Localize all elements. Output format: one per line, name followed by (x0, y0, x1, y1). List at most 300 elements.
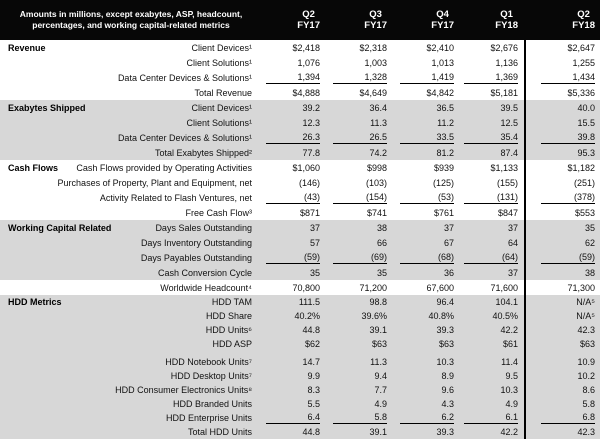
quarter-label: Q2 (302, 9, 315, 20)
row-label (0, 427, 258, 437)
cell-value: 9.9 (307, 371, 320, 381)
cell-value: 44.8 (302, 325, 320, 335)
cell-value: $2,318 (359, 42, 387, 53)
cell-value: $871 (299, 207, 320, 218)
value-cell (326, 100, 393, 115)
table-row (0, 411, 600, 425)
cell-value: 6.1 (464, 412, 518, 424)
row-label-text: Days Inventory Outstanding (140, 237, 252, 248)
cell-value: 77.8 (302, 147, 320, 158)
cell-value: 39.1 (369, 325, 387, 335)
cell-value: (43) (266, 192, 320, 204)
cell-value: 40.5% (492, 311, 518, 321)
cell-value: 9.6 (441, 385, 454, 395)
value-cell (258, 220, 326, 235)
cell-value: 1,394 (266, 72, 320, 84)
row-label-text: Data Center Devices & Solutions¹ (117, 132, 252, 143)
value-cell (524, 40, 600, 55)
cell-value: 38 (584, 267, 595, 278)
cell-value: 1,328 (333, 72, 387, 84)
table-row (0, 425, 600, 439)
cell-value: 1,013 (431, 57, 454, 68)
value-cell (258, 295, 326, 309)
value-cell (258, 205, 326, 220)
cell-value: 35.4 (464, 132, 518, 144)
value-cell (326, 295, 393, 309)
cell-value: 1,369 (464, 72, 518, 84)
row-label (0, 88, 258, 98)
table-row (0, 337, 600, 351)
value-cell (460, 115, 524, 130)
value-cell (393, 295, 460, 309)
value-cell (258, 160, 326, 175)
value-cell (326, 397, 393, 411)
row-label-text: Client Solutions¹ (186, 117, 252, 128)
value-cell (326, 309, 393, 323)
value-cell (393, 265, 460, 280)
cell-value: 40.8% (428, 311, 454, 321)
cell-value: 71,600 (490, 282, 518, 293)
value-cell (326, 355, 393, 369)
value-cell (393, 160, 460, 175)
value-cell (326, 175, 393, 190)
value-cell (524, 70, 600, 85)
cell-value: 104.1 (495, 297, 518, 307)
value-cell (393, 280, 460, 295)
cell-value: 11.4 (501, 357, 518, 367)
value-cell (460, 369, 524, 383)
cell-value: $2,418 (292, 42, 320, 53)
value-cell (393, 70, 460, 85)
cell-value: 11.2 (437, 117, 454, 128)
cell-value: 5.8 (582, 399, 595, 409)
value-cell (460, 70, 524, 85)
cell-value: (155) (496, 177, 518, 188)
cell-value: 36.5 (436, 102, 454, 113)
cell-value: 8.3 (307, 385, 320, 395)
cell-value: N/A⁵ (576, 311, 595, 321)
row-label-text: Client Solutions¹ (186, 57, 252, 68)
row-label-text: HDD TAM (211, 297, 252, 307)
cell-value: N/A⁵ (576, 297, 595, 307)
value-cell (460, 383, 524, 397)
cell-value: $63 (438, 339, 454, 349)
value-cell (393, 235, 460, 250)
quarter-label: Q2 (577, 9, 590, 20)
value-cell (460, 280, 524, 295)
cell-value: $4,649 (359, 87, 387, 98)
table-row (0, 250, 600, 265)
table-row (0, 205, 600, 220)
table-row (0, 235, 600, 250)
value-cell (460, 40, 524, 55)
cell-value: $939 (433, 162, 454, 173)
section-cash-flows (0, 160, 600, 220)
cell-value: (378) (541, 192, 595, 204)
value-cell (524, 425, 600, 439)
row-label-text: Total HDD Units (187, 427, 252, 437)
cell-value: 9.5 (505, 371, 518, 381)
table-row (0, 40, 600, 55)
value-cell (460, 355, 524, 369)
value-cell (460, 411, 524, 425)
row-label-text: Cash Conversion Cycle (157, 267, 252, 278)
row-label-text: Days Sales Outstanding (155, 222, 252, 233)
table-row (0, 70, 600, 85)
cell-value: (64) (464, 252, 518, 264)
cell-value: 42.2 (500, 325, 518, 335)
value-cell (393, 115, 460, 130)
value-cell (326, 130, 393, 145)
value-cell (524, 190, 600, 205)
section-label: Cash Flows (8, 162, 59, 173)
cell-value: $4,842 (426, 87, 454, 98)
value-cell (258, 309, 326, 323)
row-label (0, 208, 258, 218)
value-cell (393, 309, 460, 323)
cell-value: 64 (507, 237, 518, 248)
cell-value: $847 (497, 207, 518, 218)
value-cell (326, 40, 393, 55)
table-row (0, 369, 600, 383)
value-cell (524, 295, 600, 309)
cell-value: 1,255 (572, 57, 595, 68)
row-label (0, 133, 258, 143)
cell-value: $998 (366, 162, 387, 173)
value-cell (326, 411, 393, 425)
cell-value: 39.2 (302, 102, 320, 113)
cell-value: (131) (464, 192, 518, 204)
cell-value: 35 (376, 267, 387, 278)
value-cell (326, 383, 393, 397)
value-cell (326, 323, 393, 337)
value-cell (258, 250, 326, 265)
value-cell (393, 369, 460, 383)
cell-value: 6.4 (266, 412, 320, 424)
value-cell (258, 175, 326, 190)
cell-value: 71,300 (567, 282, 595, 293)
row-label (0, 339, 258, 349)
cell-value: $1,060 (292, 162, 320, 173)
cell-value: (251) (573, 177, 595, 188)
cell-value: 87.4 (500, 147, 518, 158)
value-cell (258, 323, 326, 337)
value-cell (393, 220, 460, 235)
value-cell (460, 130, 524, 145)
cell-value: 12.3 (302, 117, 320, 128)
table-title-line1: Amounts in millions, except exabytes, ASP, headcount, (19, 9, 243, 19)
value-cell (524, 55, 600, 70)
value-cell (258, 383, 326, 397)
value-cell (326, 250, 393, 265)
quarter-label: Q3 (369, 9, 382, 20)
value-cell (393, 337, 460, 351)
value-cell (460, 309, 524, 323)
table-row (0, 265, 600, 280)
value-cell (326, 160, 393, 175)
cell-value: (59) (541, 252, 595, 264)
value-cell (524, 250, 600, 265)
cell-value: $1,133 (490, 162, 518, 173)
cell-value: 26.5 (333, 132, 387, 144)
row-label (0, 385, 258, 395)
cell-value: 12.5 (500, 117, 518, 128)
row-label (0, 238, 258, 248)
column-header-q4-fy17 (393, 0, 460, 40)
section-label: HDD Metrics (8, 297, 62, 307)
cell-value: 6.2 (400, 412, 454, 424)
cell-value: 37 (507, 222, 518, 233)
cell-value: 7.7 (374, 385, 387, 395)
table-title-line2: percentages, and working capital-related metrics (32, 20, 230, 30)
cell-value: $2,647 (567, 42, 595, 53)
cell-value: $62 (304, 339, 320, 349)
value-cell (393, 323, 460, 337)
value-cell (258, 190, 326, 205)
section-hdd-metrics (0, 295, 600, 439)
value-cell (460, 295, 524, 309)
value-cell (524, 220, 600, 235)
value-cell (393, 250, 460, 265)
cell-value: 96.4 (436, 297, 454, 307)
value-cell (258, 85, 326, 100)
cell-value: 40.0 (577, 102, 595, 113)
section-exabytes-shipped (0, 100, 600, 160)
cell-value: (146) (298, 177, 320, 188)
row-label (0, 223, 258, 233)
value-cell (524, 235, 600, 250)
row-label (0, 311, 258, 321)
row-label-text: Total Revenue (194, 87, 252, 98)
cell-value: $5,181 (490, 87, 518, 98)
value-cell (460, 235, 524, 250)
fiscal-year-label: FY17 (364, 20, 387, 31)
table-row (0, 55, 600, 70)
row-label-text: HDD ASP (212, 339, 252, 349)
cell-value: 57 (309, 237, 320, 248)
cell-value: $61 (502, 339, 518, 349)
value-cell (326, 145, 393, 160)
cell-value: 14.7 (302, 357, 320, 367)
value-cell (258, 355, 326, 369)
fiscal-year-label: FY17 (431, 20, 454, 31)
value-cell (393, 85, 460, 100)
row-label (0, 118, 258, 128)
cell-value: $2,676 (490, 42, 518, 53)
section-revenue (0, 40, 600, 100)
cell-value: 15.5 (577, 117, 595, 128)
value-cell (393, 40, 460, 55)
row-label-text: HDD Desktop Units⁷ (170, 371, 252, 381)
cell-value: 74.2 (369, 147, 387, 158)
section-label: Exabytes Shipped (8, 102, 86, 113)
quarter-label: Q1 (500, 9, 513, 20)
cell-value: 8.9 (441, 371, 454, 381)
row-label-text: Days Payables Outstanding (140, 252, 252, 263)
value-cell (393, 145, 460, 160)
table-row (0, 383, 600, 397)
value-cell (258, 70, 326, 85)
section-label: Revenue (8, 42, 46, 53)
table-row (0, 130, 600, 145)
cell-value: 37 (309, 222, 320, 233)
cell-value: 9.4 (374, 371, 387, 381)
cell-value: 5.5 (307, 399, 320, 409)
value-cell (258, 337, 326, 351)
cell-value: 67,600 (426, 282, 454, 293)
value-cell (524, 309, 600, 323)
value-cell (524, 337, 600, 351)
row-label (0, 283, 258, 293)
table-row (0, 100, 600, 115)
cell-value: 4.9 (374, 399, 387, 409)
section-working-capital-related (0, 220, 600, 280)
cell-value: 42.3 (577, 325, 595, 335)
cell-value: $5,336 (567, 87, 595, 98)
value-cell (524, 397, 600, 411)
row-label-text: Cash Flows provided by Operating Activities (76, 162, 252, 173)
cell-value: $741 (366, 207, 387, 218)
cell-value: 39.6% (361, 311, 387, 321)
cell-value: (59) (266, 252, 320, 264)
value-cell (524, 145, 600, 160)
value-cell (326, 70, 393, 85)
value-cell (524, 115, 600, 130)
column-header-q2-fy17 (258, 0, 326, 40)
table-row (0, 309, 600, 323)
row-label (0, 178, 258, 188)
value-cell (460, 220, 524, 235)
cell-value: 40.2% (294, 311, 320, 321)
table-row (0, 115, 600, 130)
table-row (0, 280, 600, 295)
value-cell (460, 175, 524, 190)
row-label-text: Activity Related to Flash Ventures, net (99, 192, 252, 203)
value-cell (393, 100, 460, 115)
cell-value: 39.1 (369, 427, 387, 437)
cell-value: 71,200 (359, 282, 387, 293)
value-cell (524, 205, 600, 220)
value-cell (258, 115, 326, 130)
row-label (0, 399, 258, 409)
cell-value: 1,003 (364, 57, 387, 68)
value-cell (326, 85, 393, 100)
cell-value: 44.8 (302, 427, 320, 437)
cell-value: 10.3 (500, 385, 518, 395)
value-cell (524, 265, 600, 280)
row-label (0, 73, 258, 83)
value-cell (326, 235, 393, 250)
value-cell (524, 160, 600, 175)
value-cell (326, 190, 393, 205)
section-unnamed (0, 280, 600, 295)
cell-value: 10.9 (577, 357, 595, 367)
row-label-text: HDD Branded Units (172, 399, 252, 409)
row-label (0, 193, 258, 203)
row-label (0, 371, 258, 381)
cell-value: 36.4 (369, 102, 387, 113)
value-cell (258, 369, 326, 383)
row-label (0, 413, 258, 423)
table-body (0, 40, 600, 439)
cell-value: 26.3 (266, 132, 320, 144)
cell-value: 70,800 (292, 282, 320, 293)
value-cell (460, 397, 524, 411)
row-label (0, 357, 258, 367)
cell-value: $761 (433, 207, 454, 218)
row-label (0, 103, 258, 113)
cell-value: 4.3 (441, 399, 454, 409)
value-cell (524, 130, 600, 145)
value-cell (258, 397, 326, 411)
value-cell (258, 145, 326, 160)
row-label-text: HDD Units⁶ (205, 325, 252, 335)
value-cell (326, 55, 393, 70)
value-cell (393, 425, 460, 439)
row-label (0, 253, 258, 263)
cell-value: 42.3 (577, 427, 595, 437)
value-cell (326, 205, 393, 220)
value-cell (460, 323, 524, 337)
section-label: Working Capital Related (8, 222, 112, 233)
cell-value: $4,888 (292, 87, 320, 98)
row-label-text: Worldwide Headcount⁴ (160, 282, 252, 293)
cell-value: 98.8 (369, 297, 387, 307)
value-cell (258, 235, 326, 250)
value-cell (393, 190, 460, 205)
value-cell (326, 280, 393, 295)
value-cell (258, 425, 326, 439)
value-cell (258, 130, 326, 145)
value-cell (524, 323, 600, 337)
cell-value: (53) (400, 192, 454, 204)
cell-value: 1,076 (297, 57, 320, 68)
table-row (0, 220, 600, 235)
value-cell (393, 355, 460, 369)
fiscal-year-label: FY18 (572, 20, 595, 31)
table-row (0, 160, 600, 175)
value-cell (460, 160, 524, 175)
cell-value: 81.2 (436, 147, 454, 158)
table-header (0, 0, 600, 40)
value-cell (460, 205, 524, 220)
value-cell (326, 337, 393, 351)
column-header-q1-fy18 (460, 0, 524, 40)
table-row (0, 323, 600, 337)
quarter-label: Q4 (436, 9, 449, 20)
cell-value: 1,136 (495, 57, 518, 68)
cell-value: 42.2 (500, 427, 518, 437)
value-cell (460, 190, 524, 205)
row-label-text: HDD Notebook Units⁷ (165, 357, 252, 367)
row-label (0, 58, 258, 68)
table-row (0, 355, 600, 369)
value-cell (393, 55, 460, 70)
row-label-text: HDD Enterprise Units (165, 413, 252, 423)
fiscal-year-label: FY18 (495, 20, 518, 31)
value-cell (460, 85, 524, 100)
value-cell (393, 130, 460, 145)
cell-value: 1,419 (400, 72, 454, 84)
value-cell (460, 265, 524, 280)
value-cell (460, 145, 524, 160)
row-label-text: Purchases of Property, Plant and Equipment, net (57, 177, 252, 188)
cell-value: 10.2 (577, 371, 595, 381)
column-header-q2-fy18 (524, 0, 600, 40)
cell-value: 33.5 (400, 132, 454, 144)
value-cell (258, 265, 326, 280)
cell-value: 11.3 (370, 357, 387, 367)
